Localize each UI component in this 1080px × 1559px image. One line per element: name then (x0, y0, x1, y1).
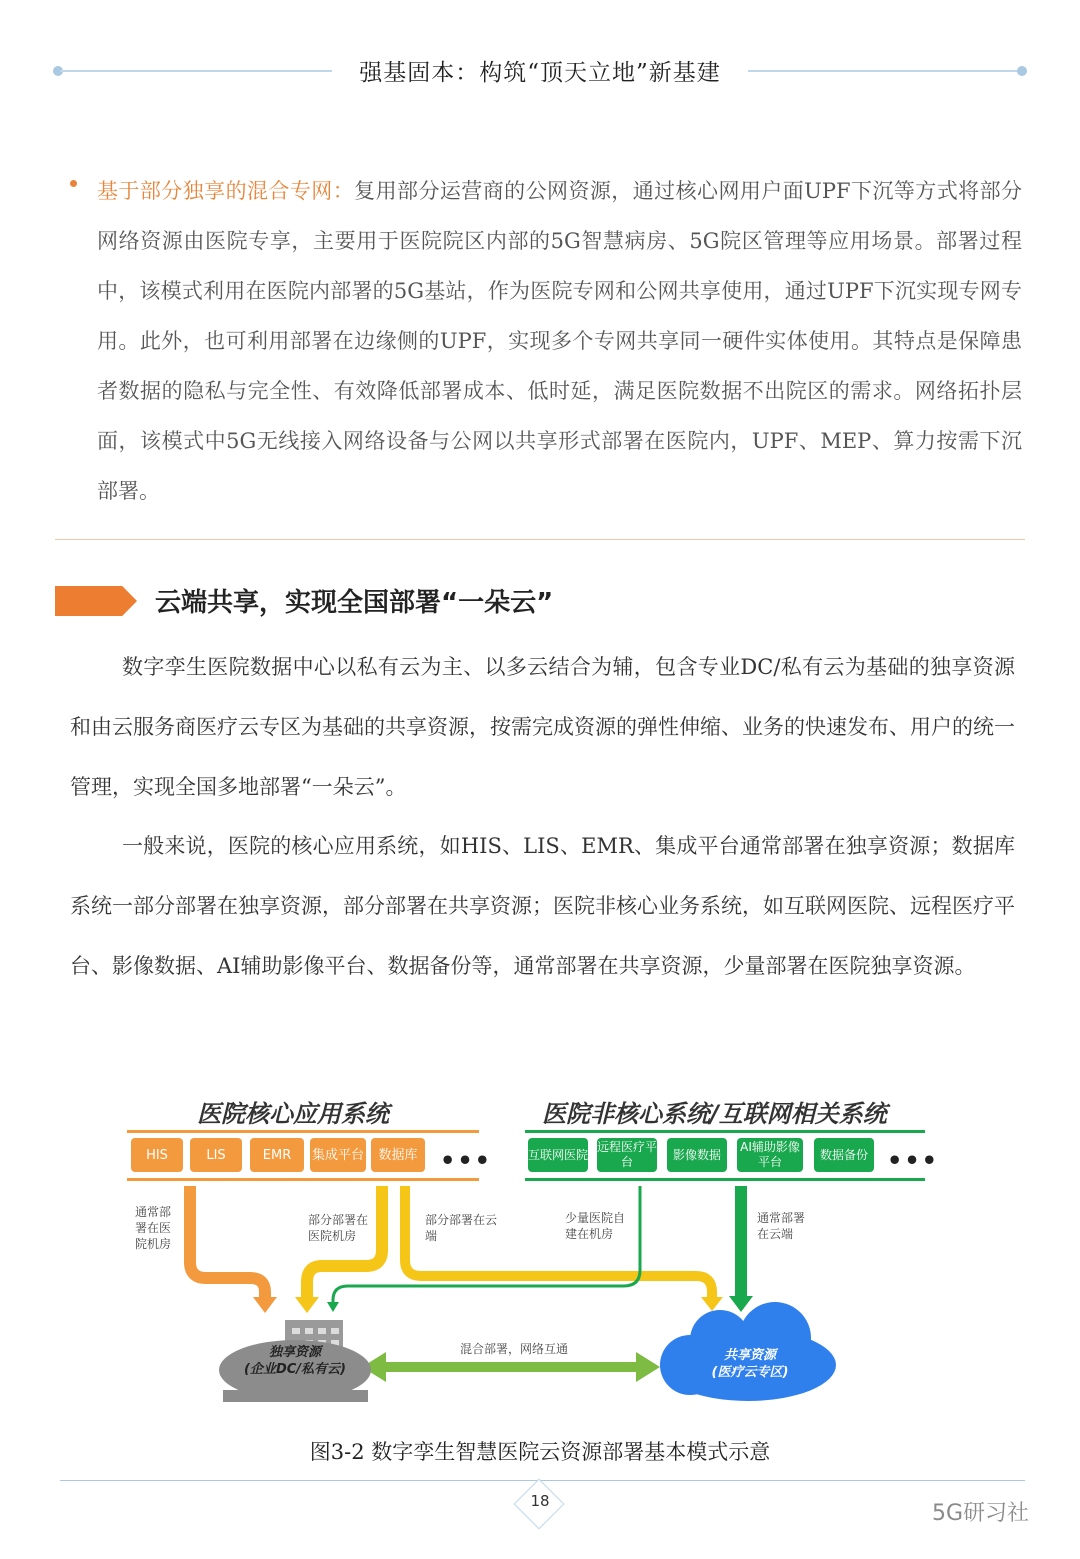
private-resource-sub: (企业DC/私有云) (244, 1362, 346, 1377)
box-database: 数据库 (371, 1138, 425, 1172)
page-number: 18 (530, 1492, 550, 1510)
body-paragraph-1: 数字孪生医院数据中心以私有云为主、以多云结合为辅，包含专业DC/私有云为基础的独享资源和由云服务商医疗云专区为基础的共享资源，按需完成资源的弹性伸缩、业务的快速发布、用户的统一管理，实现全国多地部署“一朵云”。 (70, 655, 1015, 799)
box-lis: LIS (190, 1138, 242, 1172)
note-db-onprem: 部分部署在医院机房 (308, 1213, 369, 1243)
core-more-dots: ••• (440, 1146, 493, 1175)
box-imaging-data: 影像数据 (667, 1138, 727, 1172)
watermark: 5G研习社 (932, 1501, 1030, 1526)
note-core-onprem: 通常部署在医院机房 (135, 1205, 172, 1251)
box-internet-hospital: 互联网医院 (528, 1138, 588, 1172)
page-header-title: 强基固本：构筑“顶天立地”新基建 (359, 60, 721, 86)
box-his: HIS (131, 1138, 183, 1172)
box-integration-platform: 集成平台 (310, 1138, 366, 1172)
box-emr: EMR (250, 1138, 304, 1172)
diagram-right-title: 医院非核心系统/互联网相关系统 (542, 1100, 887, 1128)
private-resource-title: 独享资源 (268, 1345, 321, 1360)
diagram-left-title: 医院核心应用系统 (197, 1100, 389, 1128)
box-ai-imaging: AI辅助影像平台 (737, 1138, 803, 1172)
box-telemedicine: 远程医疗平台 (597, 1138, 657, 1172)
shared-resource-title: 共享资源 (723, 1348, 776, 1363)
noncore-more-dots: ••• (887, 1146, 940, 1175)
note-noncore-onprem: 少量医院自建在机房 (565, 1211, 626, 1241)
figure-caption: 图3-2 数字孪生智慧医院云资源部署基本模式示意 (309, 1440, 771, 1464)
shared-resource-sub: (医疗云专区) (711, 1365, 789, 1380)
bullet-text: 复用部分运营商的公网资源，通过核心网用户面UPF下沉等方式将部分网络资源由医院专享，主要用于医院院区内部的5G智慧病房、5G院区管理等应用场景。部署过程中，该模式利用在医院内部署的5G基站，作为医院专网和公网共享使用，通过UPF下沉实现专网专用。此外，也可利用部署在边缘侧的UPF，实现多个专网共享同一硬件实体使用。其特点是保障患者数据的隐私与完全性、有效降低部署成本、低时延，满足医院数据不出院区的需求。网络拓扑层面，该模式中5G无线接入网络设备与公网以共享形式部署在医院内，UPF、MEP、算力按需下沉部署。 (97, 179, 1022, 503)
footer-line (60, 1480, 1025, 1481)
body-paragraph-2: 一般来说，医院的核心应用系统，如HIS、LIS、EMR、集成平台通常部署在独享资源；数据库系统一部分部署在独享资源，部分部署在共享资源；医院非核心业务系统，如互联网医院、远程医疗平台、影像数据、AI辅助影像平台、数据备份等，通常部署在共享资源，少量部署在医院独享资源。 (70, 834, 1015, 978)
note-hybrid: 混合部署，网络互通 (460, 1342, 569, 1356)
bullet-lead: 基于部分独享的混合专网： (97, 179, 355, 203)
private-resource-label (222, 1344, 368, 1378)
note-db-cloud: 部分部署在云端 (425, 1213, 498, 1243)
section-title: 云端共享，实现全国部署“一朵云” (155, 588, 554, 618)
note-noncore-cloud: 通常部署在云端 (757, 1211, 806, 1241)
box-data-backup: 数据备份 (814, 1138, 874, 1172)
shared-resource-label (680, 1347, 820, 1381)
